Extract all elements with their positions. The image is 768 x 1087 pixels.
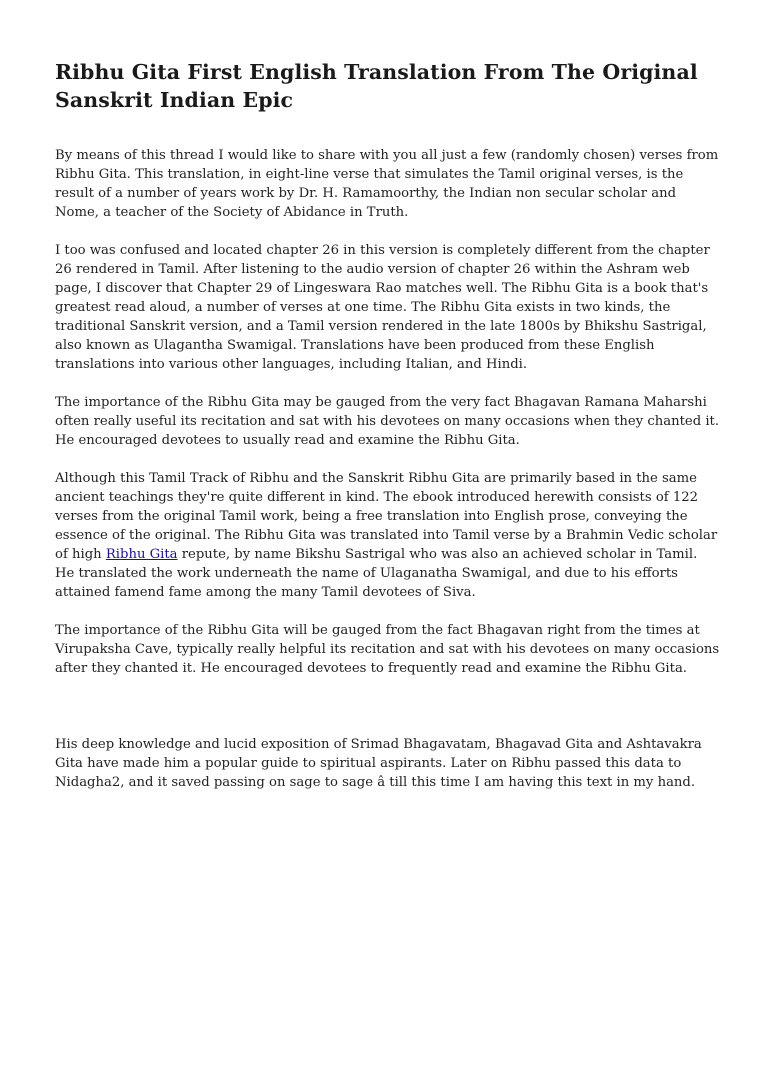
document-title: Ribhu Gita First English Translation From The Original Sanskrit Indian Epic <box>55 60 698 112</box>
paragraph-4-text-after: repute, by name Bikshu Sastrigal who was also an achieved scholar in Tamil. He translated the work underneath the name of Ulaganatha Swamigal, and due to his efforts attained famend fame among the many Tamil devotees of Siva. <box>55 547 698 600</box>
paragraph-4-text-before: Although this Tamil Track of Ribhu and the Sanskrit Ribhu Gita are primarily based in the same ancient teachings they're quite different in kind. The ebook introduced herewith consists of 122 verses from the original Tamil work, being a free translation into English prose, conveying the essence of the original. The Ribhu Gita was translated into Tamil verse by a Brahmin Vedic scholar of high <box>55 471 718 562</box>
paragraph-3: The importance of the Ribhu Gita may be gauged from the very fact Bhagavan Ramana Maharshi often really useful its recitation and sat with his devotees on many occasions when they chanted it. He encouraged devotees to usually read and examine the Ribhu Gita. <box>55 395 720 448</box>
ribhu-gita-link[interactable]: Ribhu Gita <box>105 547 178 562</box>
paragraph-6: His deep knowledge and lucid exposition of Srimad Bhagavatam, Bhagavad Gita and Ashtavakra Gita have made him a popular guide to spiritual aspirants. Later on Ribhu passed this data to Nidagha2, and it saved passing on sage to sage â till this time I am having this text in my hand. <box>55 737 702 790</box>
document-page <box>55 58 720 811</box>
document-body <box>55 146 720 792</box>
paragraph-4 <box>55 469 720 602</box>
paragraph-2: I too was confused and located chapter 26 in this version is completely different from the chapter 26 rendered in Tamil. After listening to the audio version of chapter 26 within the Ashram web page, I discover that Chapter 29 of Lingeswara Rao matches well. The Ribhu Gita is a book that's greatest read aloud, a number of verses at one time. The Ribhu Gita exists in two kinds, the traditional Sanskrit version, and a Tamil version rendered in the late 1800s by Bhikshu Sastrigal, also known as Ulagantha Swamigal. Translations have been produced from these English translations into various other languages, including Italian, and Hindi. <box>55 243 710 372</box>
paragraph-1: By means of this thread I would like to share with you all just a few (randomly chosen) verses from Ribhu Gita. This translation, in eight-line verse that simulates the Tamil original verses, is the result of a number of years work by Dr. H. Ramamoorthy, the Indian non secular scholar and Nome, a teacher of the Society of Abidance in Truth. <box>55 148 719 220</box>
paragraph-5: The importance of the Ribhu Gita will be gauged from the fact Bhagavan right from the times at Virupaksha Cave, typically really helpful its recitation and sat with his devotees on many occasions after they chanted it. He encouraged devotees to frequently read and examine the Ribhu Gita. <box>55 623 720 676</box>
